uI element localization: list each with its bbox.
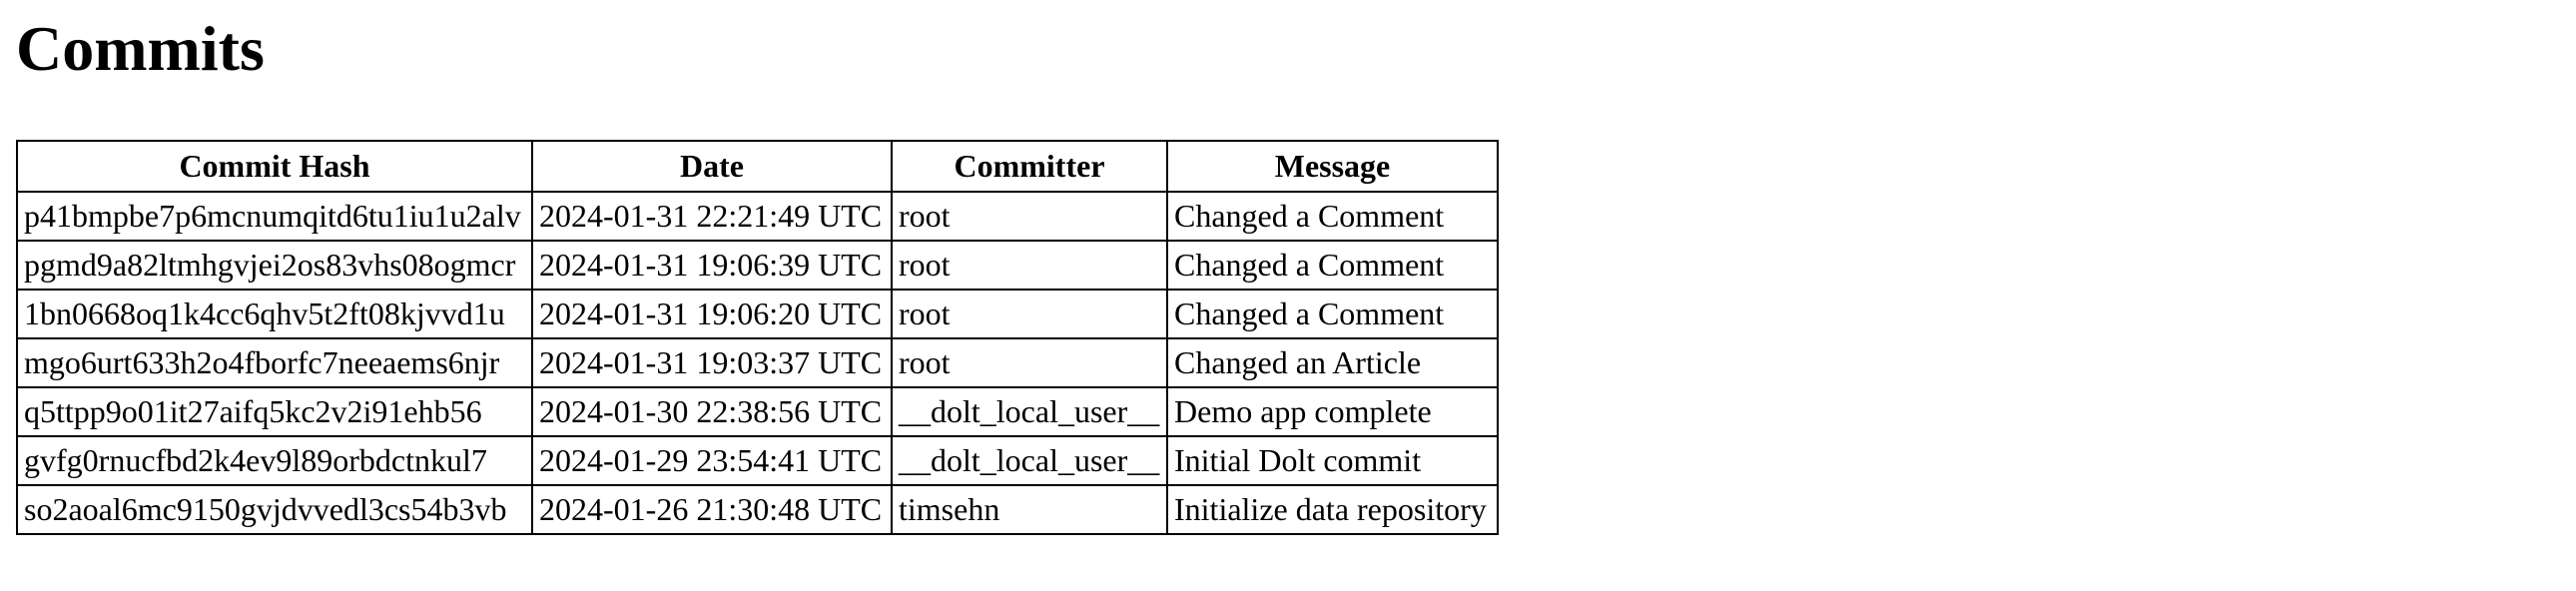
- cell-date: 2024-01-31 19:06:20 UTC: [532, 290, 892, 338]
- cell-message: Initial Dolt commit: [1167, 436, 1498, 485]
- table-row: [17, 241, 1498, 290]
- cell-commit-hash: p41bmpbe7p6mcnumqitd6tu1iu1u2alv: [17, 192, 532, 241]
- table-row: [17, 387, 1498, 436]
- header-message: Message: [1167, 141, 1498, 192]
- table-body: [17, 192, 1498, 534]
- cell-date: 2024-01-31 19:06:39 UTC: [532, 241, 892, 290]
- cell-date: 2024-01-29 23:54:41 UTC: [532, 436, 892, 485]
- commits-table: [16, 140, 1499, 535]
- table-header: [17, 141, 1498, 192]
- cell-committer: root: [892, 290, 1167, 338]
- cell-committer: root: [892, 192, 1167, 241]
- cell-committer: __dolt_local_user__: [892, 387, 1167, 436]
- table-row: [17, 436, 1498, 485]
- cell-commit-hash: so2aoal6mc9150gvjdvvedl3cs54b3vb: [17, 485, 532, 534]
- cell-commit-hash: mgo6urt633h2o4fborfc7neeaems6njr: [17, 338, 532, 387]
- cell-committer: root: [892, 241, 1167, 290]
- cell-date: 2024-01-30 22:38:56 UTC: [532, 387, 892, 436]
- cell-date: 2024-01-31 22:21:49 UTC: [532, 192, 892, 241]
- cell-message: Changed an Article: [1167, 338, 1498, 387]
- cell-commit-hash: gvfg0rnucfbd2k4ev9l89orbdctnkul7: [17, 436, 532, 485]
- header-commit-hash: Commit Hash: [17, 141, 532, 192]
- header-date: Date: [532, 141, 892, 192]
- cell-committer: root: [892, 338, 1167, 387]
- table-row: [17, 192, 1498, 241]
- cell-message: Initialize data repository: [1167, 485, 1498, 534]
- cell-message: Changed a Comment: [1167, 192, 1498, 241]
- table-row: [17, 338, 1498, 387]
- cell-committer: __dolt_local_user__: [892, 436, 1167, 485]
- table-row: [17, 485, 1498, 534]
- table-row: [17, 290, 1498, 338]
- cell-commit-hash: q5ttpp9o01it27aifq5kc2v2i91ehb56: [17, 387, 532, 436]
- header-row: [17, 141, 1498, 192]
- cell-committer: timsehn: [892, 485, 1167, 534]
- header-committer: Committer: [892, 141, 1167, 192]
- cell-message: Demo app complete: [1167, 387, 1498, 436]
- cell-message: Changed a Comment: [1167, 290, 1498, 338]
- cell-commit-hash: 1bn0668oq1k4cc6qhv5t2ft08kjvvd1u: [17, 290, 532, 338]
- cell-commit-hash: pgmd9a82ltmhgvjei2os83vhs08ogmcr: [17, 241, 532, 290]
- cell-date: 2024-01-31 19:03:37 UTC: [532, 338, 892, 387]
- cell-message: Changed a Comment: [1167, 241, 1498, 290]
- page-title: Commits: [16, 13, 265, 84]
- cell-date: 2024-01-26 21:30:48 UTC: [532, 485, 892, 534]
